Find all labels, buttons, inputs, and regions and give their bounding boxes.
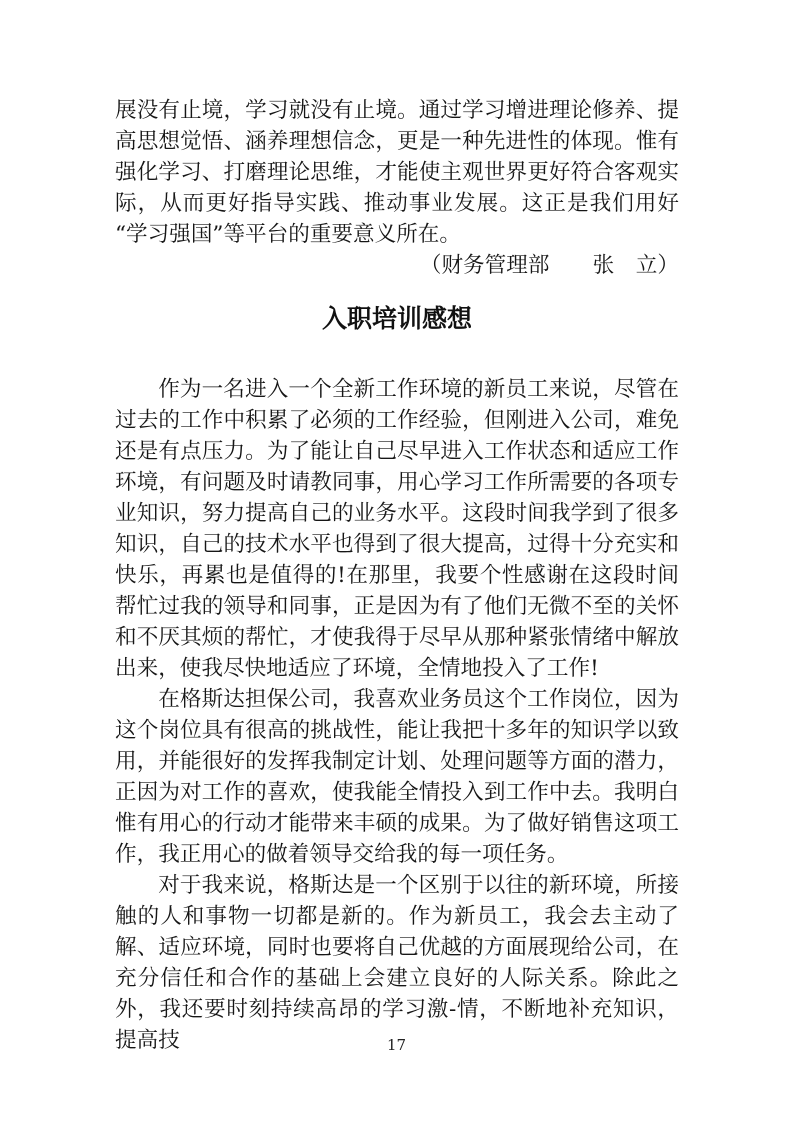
article-title: 入职培训感想	[321, 304, 472, 333]
byline: （财务管理部 张 立）	[419, 253, 679, 278]
body-paragraph-3: 对于我来说，格斯达是一个区别于以往的新环境，所接触的人和事物一切都是新的。作为新员工，我会去主动了解、适应环境，同时也要将自己优越的方面展现给公司，在充分信任和合作的基础上会建立良好的人际关系。除此之外，我还要时刻持续高昂的学习激-情，不断地补充知识，提高技	[115, 873, 679, 1053]
body-paragraph-2: 在格斯达担保公司，我喜欢业务员这个工作岗位，因为这个岗位具有很高的挑战性，能让我把十多年的知识学以致用，并能很好的发挥我制定计划、处理问题等方面的潜力，正因为对工作的喜欢，使我能全情投入到工作中去。我明白惟有用心的行动才能带来丰硕的成果。为了做好销售这项工作，我正用心的做着领导交给我的每一项任务。	[115, 687, 679, 867]
page-number: 17	[386, 1036, 407, 1054]
page-content	[115, 95, 679, 1056]
paragraph-continuation: 展没有止境，学习就没有止境。通过学习增进理论修养、提高思想觉悟、涵养理想信念，更是一种先进性的体现。惟有强化学习、打磨理论思维，才能使主观世界更好符合客观实际，从而更好指导实践、推动事业发展。这正是我们用好“学习强国”等平台的重要意义所在。	[115, 98, 679, 247]
body-paragraph-1: 作为一名进入一个全新工作环境的新员工来说，尽管在过去的工作中积累了必须的工作经验，但刚进入公司，难免还是有点压力。为了能让自己尽早进入工作状态和适应工作环境，有问题及时请教同事，用心学习工作所需要的各项专业知识，努力提高自己的业务水平。这段时间我学到了很多知识，自己的技术水平也得到了很大提高，过得十分充实和快乐，再累也是值得的!在那里，我要个性感谢在这段时间帮忙过我的领导和同事，正是因为有了他们无微不至的关怀和不厌其烦的帮忙，才使我得于尽早从那种紧张情绪中解放出来，使我尽快地适应了环境，全情地投入了工作!	[115, 377, 679, 681]
